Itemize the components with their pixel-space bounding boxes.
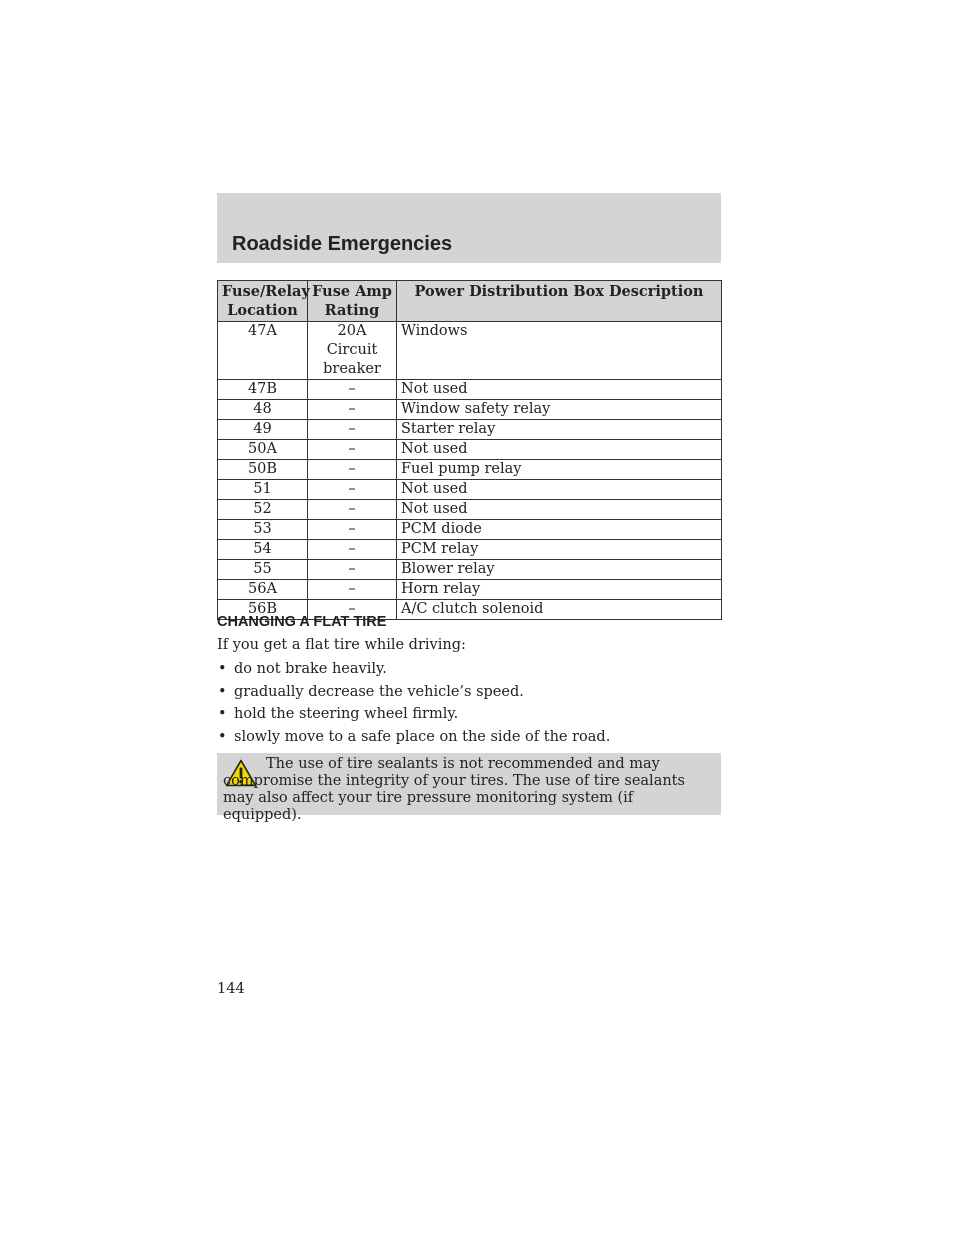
fuse-description-cell: Windows <box>397 322 722 380</box>
fuse-description-cell: Fuel pump relay <box>397 460 722 480</box>
flat-tire-bullet-list <box>217 658 610 748</box>
fuse-location-cell: 55 <box>218 560 308 580</box>
fuse-location-cell: 56A <box>218 580 308 600</box>
fuse-location-cell: 53 <box>218 520 308 540</box>
fuse-description-cell: Not used <box>397 440 722 460</box>
fuse-description-cell: Horn relay <box>397 580 722 600</box>
table-row <box>218 560 722 580</box>
table-row <box>218 420 722 440</box>
fuse-rating-cell: 20A Circuit breaker <box>308 322 397 380</box>
fuse-description-cell: PCM relay <box>397 540 722 560</box>
fuse-description-cell: Not used <box>397 480 722 500</box>
fuse-location-cell: 50B <box>218 460 308 480</box>
section-header-band <box>217 193 721 263</box>
flat-tire-heading: CHANGING A FLAT TIRE <box>217 614 387 630</box>
column-header-location: Fuse/Relay Location <box>218 281 308 322</box>
fuse-rating-cell: – <box>308 520 397 540</box>
fuse-location-cell: 49 <box>218 420 308 440</box>
fuse-description-cell: Starter relay <box>397 420 722 440</box>
section-title: Roadside Emergencies <box>232 233 453 255</box>
fuse-rating-cell: – <box>308 460 397 480</box>
fuse-rating-cell: – <box>308 440 397 460</box>
fuse-table-body <box>218 322 722 620</box>
table-header-row <box>218 281 722 322</box>
list-item: • slowly move to a safe place on the side of the road. <box>217 726 610 749</box>
warning-box <box>217 753 721 823</box>
fuse-description-cell: A/C clutch solenoid <box>397 600 722 620</box>
list-item: • do not brake heavily. <box>217 658 610 681</box>
page-number: 144 <box>217 981 245 997</box>
fuse-location-cell: 51 <box>218 480 308 500</box>
fuse-table <box>217 280 722 620</box>
warning-text: The use of tire sealants is not recommended and may compromise the integrity of your tires. The use of tire sealants may also affect your tire pressure monitoring system (if equipped). <box>223 756 685 823</box>
column-header-description: Power Distribution Box Description <box>397 281 722 322</box>
table-row <box>218 580 722 600</box>
fuse-location-cell: 56B <box>218 600 308 620</box>
table-row <box>218 400 722 420</box>
fuse-rating-cell: – <box>308 600 397 620</box>
fuse-description-cell: Not used <box>397 500 722 520</box>
table-row <box>218 460 722 480</box>
fuse-description-cell: Blower relay <box>397 560 722 580</box>
fuse-rating-cell: – <box>308 420 397 440</box>
fuse-description-cell: Window safety relay <box>397 400 722 420</box>
fuse-rating-cell: – <box>308 580 397 600</box>
column-header-rating: Fuse Amp Rating <box>308 281 397 322</box>
fuse-location-cell: 48 <box>218 400 308 420</box>
fuse-location-cell: 54 <box>218 540 308 560</box>
table-row <box>218 440 722 460</box>
table-row <box>218 500 722 520</box>
fuse-rating-cell: – <box>308 500 397 520</box>
table-row <box>218 322 722 380</box>
fuse-description-cell: Not used <box>397 380 722 400</box>
list-item: • hold the steering wheel firmly. <box>217 703 610 726</box>
table-row <box>218 520 722 540</box>
fuse-location-cell: 47B <box>218 380 308 400</box>
fuse-rating-cell: – <box>308 400 397 420</box>
list-item: • gradually decrease the vehicle’s speed. <box>217 681 610 704</box>
fuse-rating-cell: – <box>308 560 397 580</box>
fuse-location-cell: 52 <box>218 500 308 520</box>
fuse-rating-cell: – <box>308 380 397 400</box>
table-row <box>218 540 722 560</box>
fuse-location-cell: 50A <box>218 440 308 460</box>
fuse-rating-cell: – <box>308 480 397 500</box>
fuse-rating-cell: – <box>308 540 397 560</box>
table-row <box>218 480 722 500</box>
flat-tire-intro: If you get a flat tire while driving: <box>217 637 466 653</box>
table-row <box>218 380 722 400</box>
fuse-location-cell: 47A <box>218 322 308 380</box>
fuse-description-cell: PCM diode <box>397 520 722 540</box>
